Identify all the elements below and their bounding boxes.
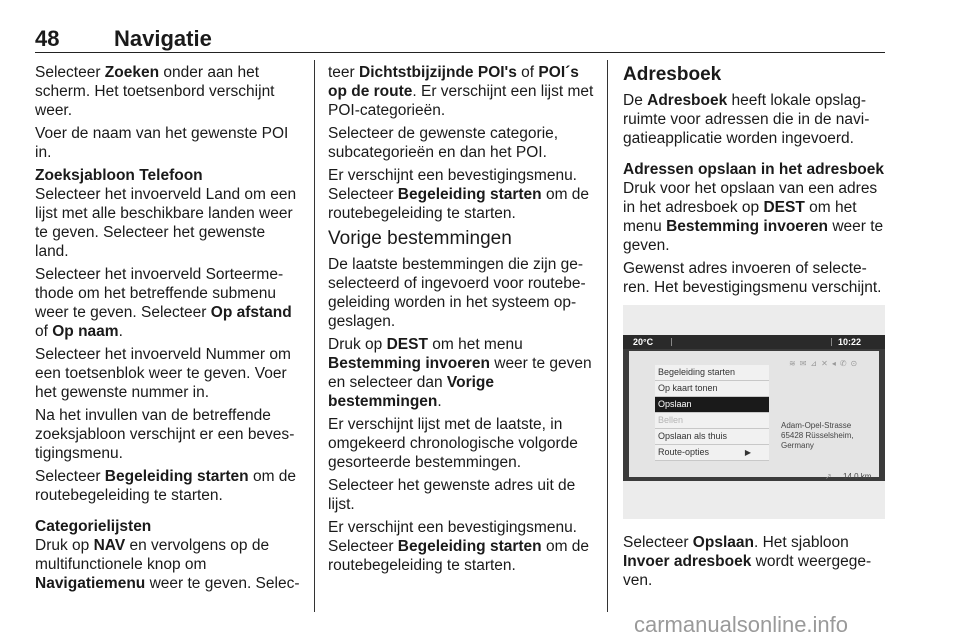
- paragraph: Na het invullen van de betreffende zoeksjabloon verschijnt er een bevestigingsmenu.: [35, 407, 295, 462]
- subheading-categorielijsten: Categorielijsten: [35, 518, 152, 535]
- menu-item-opslaan[interactable]: Opslaan: [655, 397, 769, 413]
- settings-icon: ⊙: [850, 359, 862, 368]
- subheading-zoeksjabloon: Zoeksjabloon Telefoon: [35, 167, 203, 184]
- heading-vorige-bestemmingen: Vorige bestemmingen: [328, 228, 512, 249]
- paragraph: Er verschijnt een bevestigingsmenu. Selecteer Begeleiding starten om de routebegeleiding te starten.: [328, 519, 590, 574]
- menu-item-bellen: Bellen: [655, 413, 769, 429]
- paragraph: Gewenst adres invoeren of selecteren. Het bevestigingsmenu verschijnt.: [623, 260, 882, 296]
- column-2: [328, 63, 594, 579]
- column-3: [623, 63, 885, 594]
- subheading-adressen-opslaan: Adressen opslaan in het adresboek: [623, 161, 885, 178]
- page-title: Navigatie: [114, 26, 212, 51]
- paragraph: Er verschijnt lijst met de laatste, in omgekeerd chronologische volgorde gesorteerde bestemmingen.: [328, 416, 578, 471]
- bluetooth-icon: ✕: [821, 359, 832, 368]
- paragraph: Selecteer het invoerveld Land om een lijst met alle beschikbare landen weer te geven. Selecteer het gewenste land.: [35, 186, 297, 260]
- watermark: carmanualsonline.info: [634, 612, 849, 637]
- infotainment-screenshot: [623, 305, 885, 519]
- column-1: [35, 63, 301, 597]
- paragraph: Selecteer Begeleiding starten om de routebegeleiding te starten.: [35, 468, 297, 504]
- paragraph: Druk op DEST om het menu Bestemming invoeren weer te geven en selecteer dan Vorige bestemmingen.: [328, 336, 592, 410]
- route-icon: ↗: [825, 472, 832, 481]
- distance-readout: 14.0 km: [843, 472, 872, 481]
- paragraph: teer Dichtstbijzijnde POI's of POI´s op de route. Er verschijnt een lijst met POI-categorieën.: [328, 64, 594, 119]
- clock-readout: 10:22: [838, 337, 862, 347]
- display-frame: [623, 335, 885, 481]
- signal-icon: ⊿: [810, 359, 822, 368]
- paragraph: Selecteer het invoerveld Sorteermethode om het betreffende submenu weer te geven. Selecteer Op afstand of Op naam.: [35, 266, 292, 340]
- page-header: [35, 26, 885, 53]
- paragraph: Druk op NAV en vervolgens op de multifunctionele knop om Navigatiemenu weer te geven. Selec-: [35, 537, 300, 592]
- confirmation-menu: [655, 365, 769, 461]
- status-bar: [623, 335, 885, 349]
- menu-item-begeleiding-starten[interactable]: Begeleiding starten: [655, 365, 769, 381]
- paragraph: Selecteer het invoerveld Nummer om een toetsenblok weer te geven. Voer het gewenste nummer in.: [35, 346, 291, 401]
- paragraph: Selecteer het gewenste adres uit de lijst.: [328, 477, 576, 513]
- paragraph: Selecteer Zoeken onder aan het scherm. Het toetsenbord verschijnt weer.: [35, 64, 275, 119]
- column-divider-2: [607, 60, 608, 612]
- menu-item-route-opties[interactable]: Route-opties ▶: [655, 445, 769, 461]
- temperature-readout: 20°C: [633, 337, 654, 347]
- mute-icon: ◂: [831, 359, 840, 368]
- paragraph: Druk voor het opslaan van een adres in het adresboek op DEST om het menu Bestemming invoeren weer te geven.: [623, 180, 884, 254]
- column-divider-1: [314, 60, 315, 612]
- status-separator: [831, 338, 832, 346]
- status-separator: [671, 338, 672, 346]
- display-content: [629, 351, 879, 481]
- paragraph: Selecteer Opslaan. Het sjabloon Invoer adresboek wordt weergegeven.: [623, 534, 872, 589]
- wifi-icon: ≋: [789, 359, 800, 368]
- page-number: 48: [35, 26, 60, 51]
- message-icon: ✉: [799, 359, 811, 368]
- menu-item-opslaan-als-thuis[interactable]: Opslaan als thuis: [655, 429, 769, 445]
- phone-icon: ✆: [839, 359, 851, 368]
- paragraph: De Adresboek heeft lokale opslagruimte voor adressen die in de navigatieapplicatie worden ingevoerd.: [623, 92, 870, 147]
- heading-adresboek: Adresboek: [623, 64, 722, 85]
- status-icons: [789, 354, 861, 373]
- paragraph: De laatste bestemmingen die zijn geselecteerd of ingevoerd voor routebegeleiding worden in het systeem opgeslagen.: [328, 256, 586, 330]
- paragraph: Er verschijnt een bevestigingsmenu. Selecteer Begeleiding starten om de routebegeleiding te starten.: [328, 167, 590, 222]
- menu-item-op-kaart-tonen[interactable]: Op kaart tonen: [655, 381, 769, 397]
- paragraph: Voer de naam van het gewenste POI in.: [35, 125, 289, 161]
- paragraph: Selecteer de gewenste categorie, subcategorieën en dan het POI.: [328, 125, 559, 161]
- chevron-right-icon: ▶: [744, 448, 751, 457]
- destination-address: Adam-Opel-Strasse 65428 Rüsselsheim, Germany: [781, 421, 854, 450]
